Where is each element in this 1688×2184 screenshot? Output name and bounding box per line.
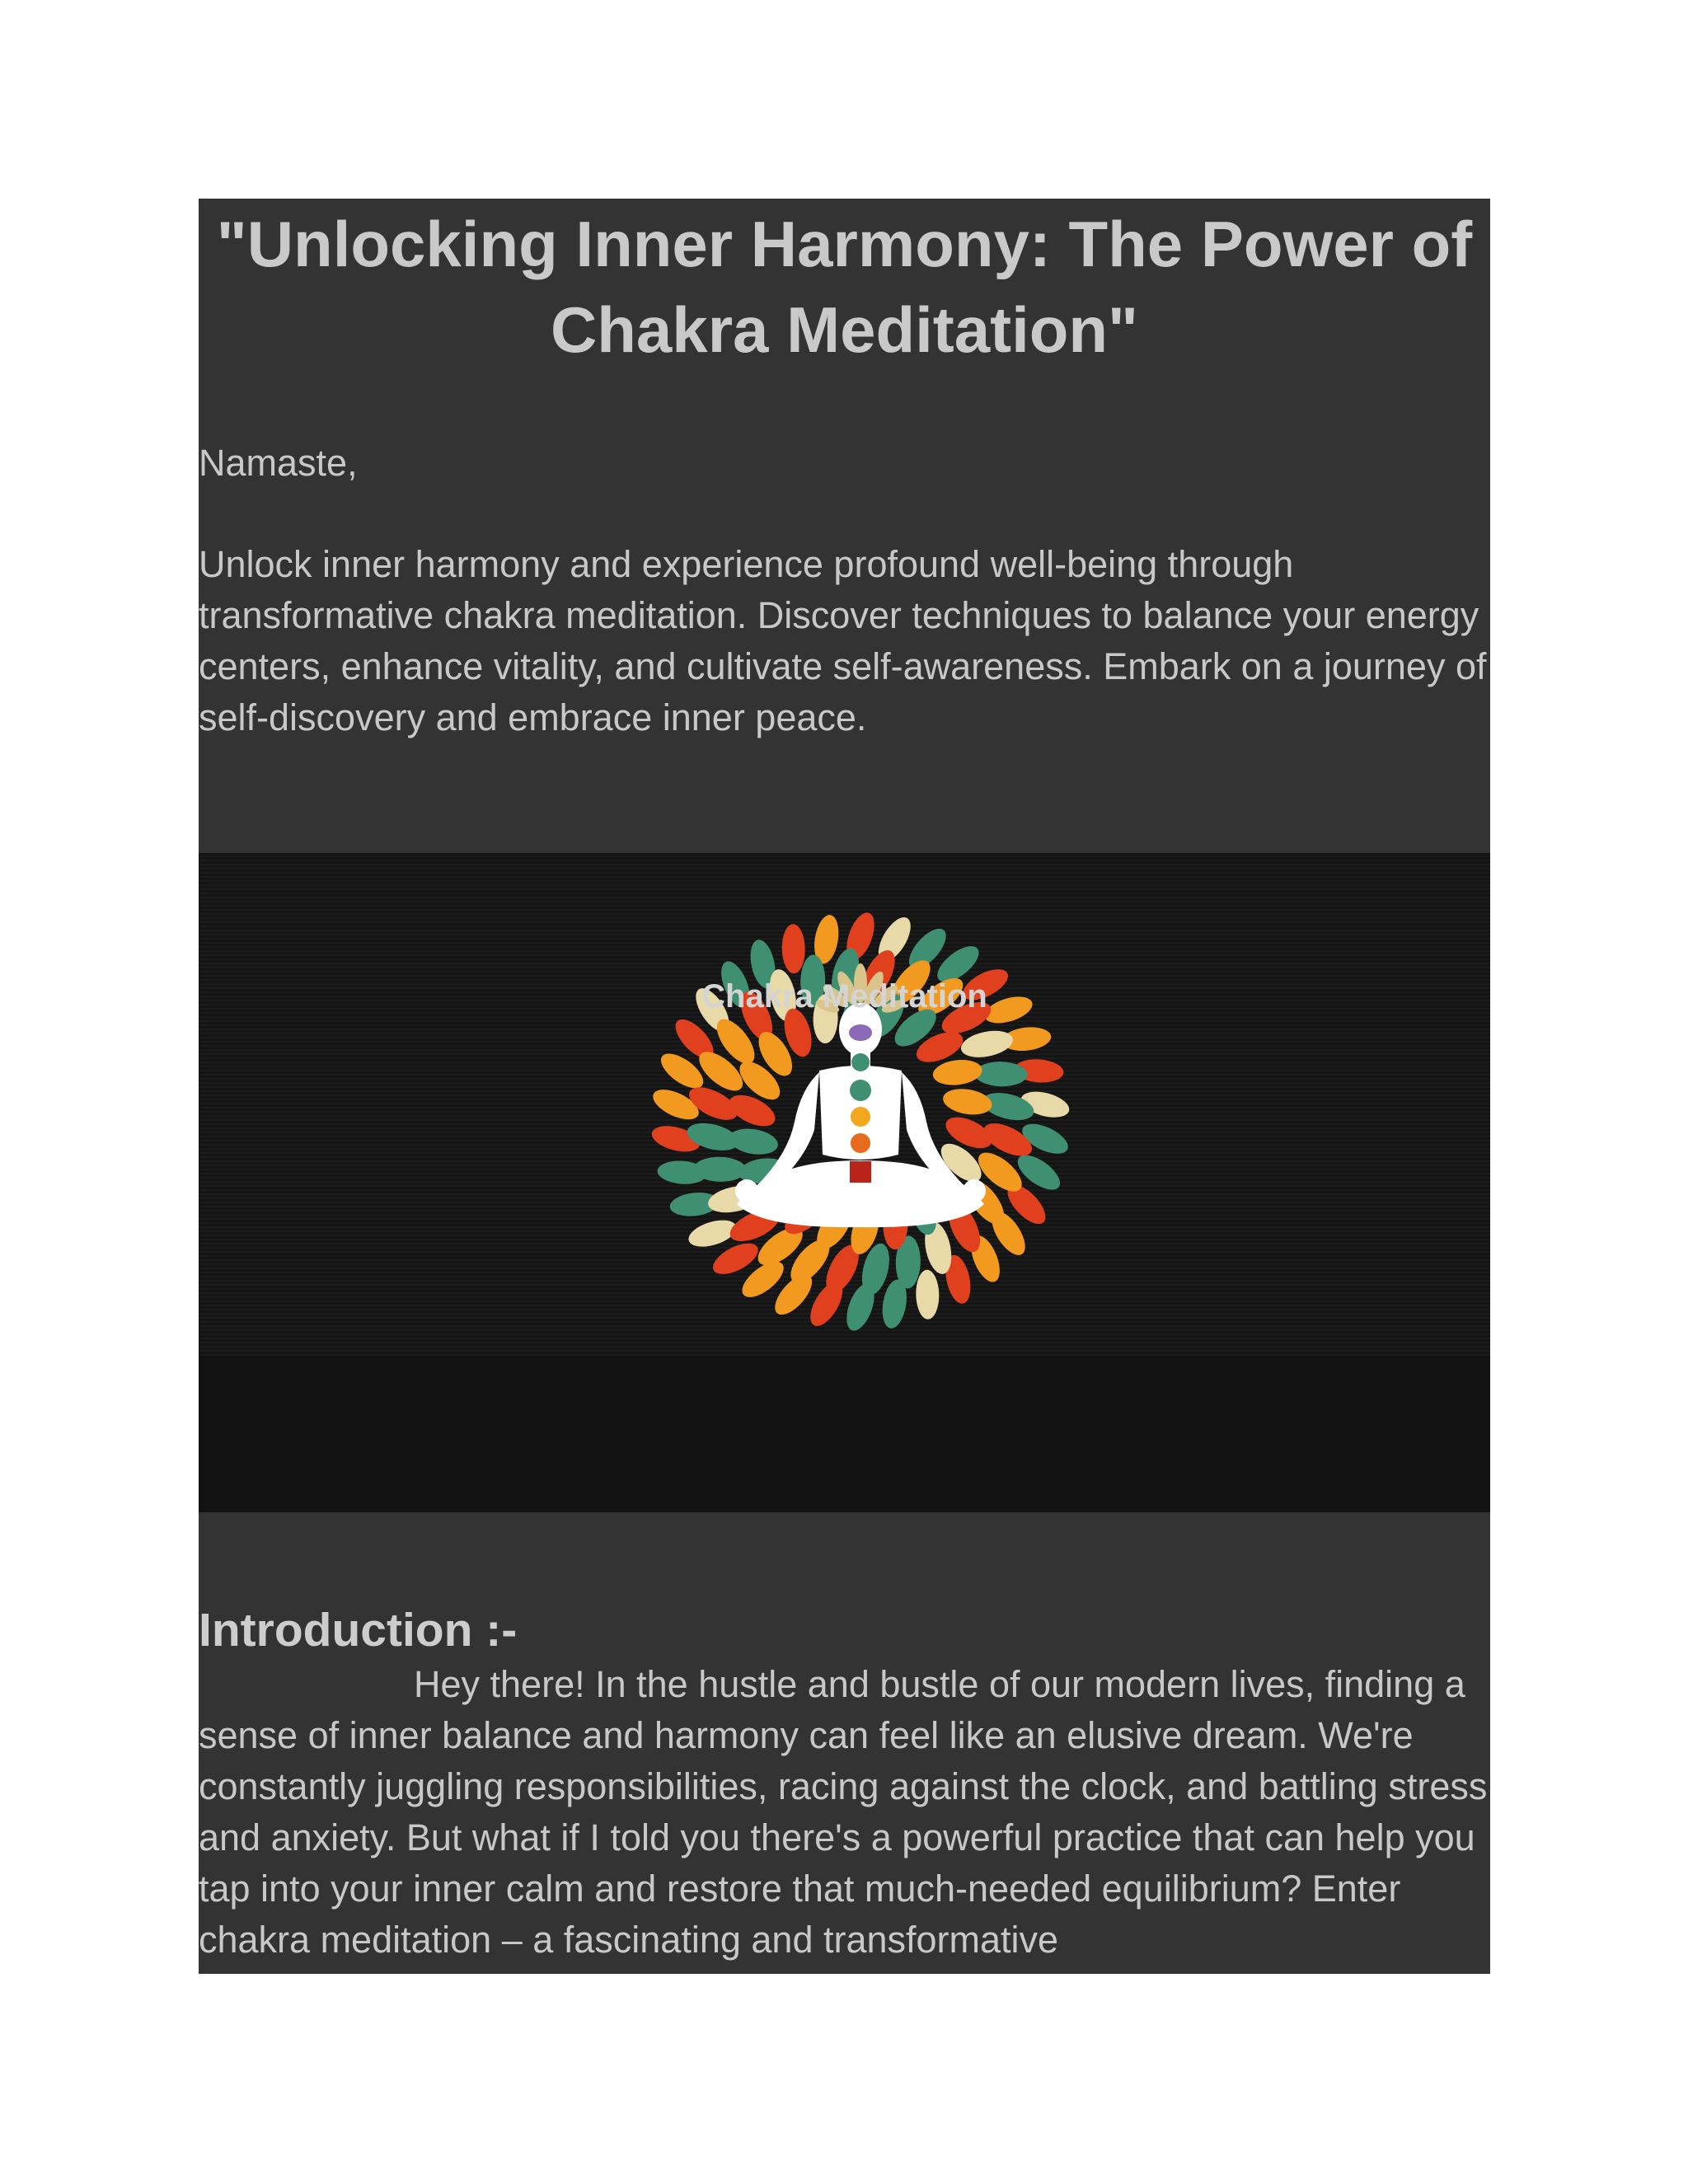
chakra-image — [199, 853, 1490, 1512]
greeting-text: Namaste, — [199, 442, 358, 484]
meditating-figure-mandala-icon — [646, 907, 1075, 1336]
mandala-leaf — [727, 1125, 780, 1157]
mandala-leaf — [916, 1270, 940, 1320]
mandala-leaf — [959, 1027, 1015, 1062]
mandala-leaf — [781, 924, 805, 974]
image-caption: Chakra Meditation — [701, 978, 987, 1015]
section-body: Hey there! In the hustle and bustle of our modern lives, finding a sense of inner balance and harmony can feel like an elusive dream. We're constantly juggling responsibilities, racing against the clock, and battling stress and anxiety. But what if I told you there's a powerful practice that can help you tap into your inner calm and restore that much-needed equilibrium? Enter chakra meditation – a fascinating and transformative — [199, 1663, 1488, 1961]
caption-band — [199, 1356, 1490, 1512]
section-heading: Introduction :- — [199, 1604, 518, 1657]
page-title: "Unlocking Inner Harmony: The Power of Chakra Meditation" — [216, 208, 1473, 366]
intro-paragraph: Unlock inner harmony and experience profound well-being through transformative chakra meditation. Discover techniques to balance your energy centers, enhance vitality, and cultivate self-awareness. Embark on a journey of self-discovery and embrace inner peace. — [199, 543, 1487, 738]
article-panel — [199, 199, 1490, 1974]
mandala-leaf — [931, 1057, 983, 1088]
mandala-leaf — [941, 1085, 994, 1118]
